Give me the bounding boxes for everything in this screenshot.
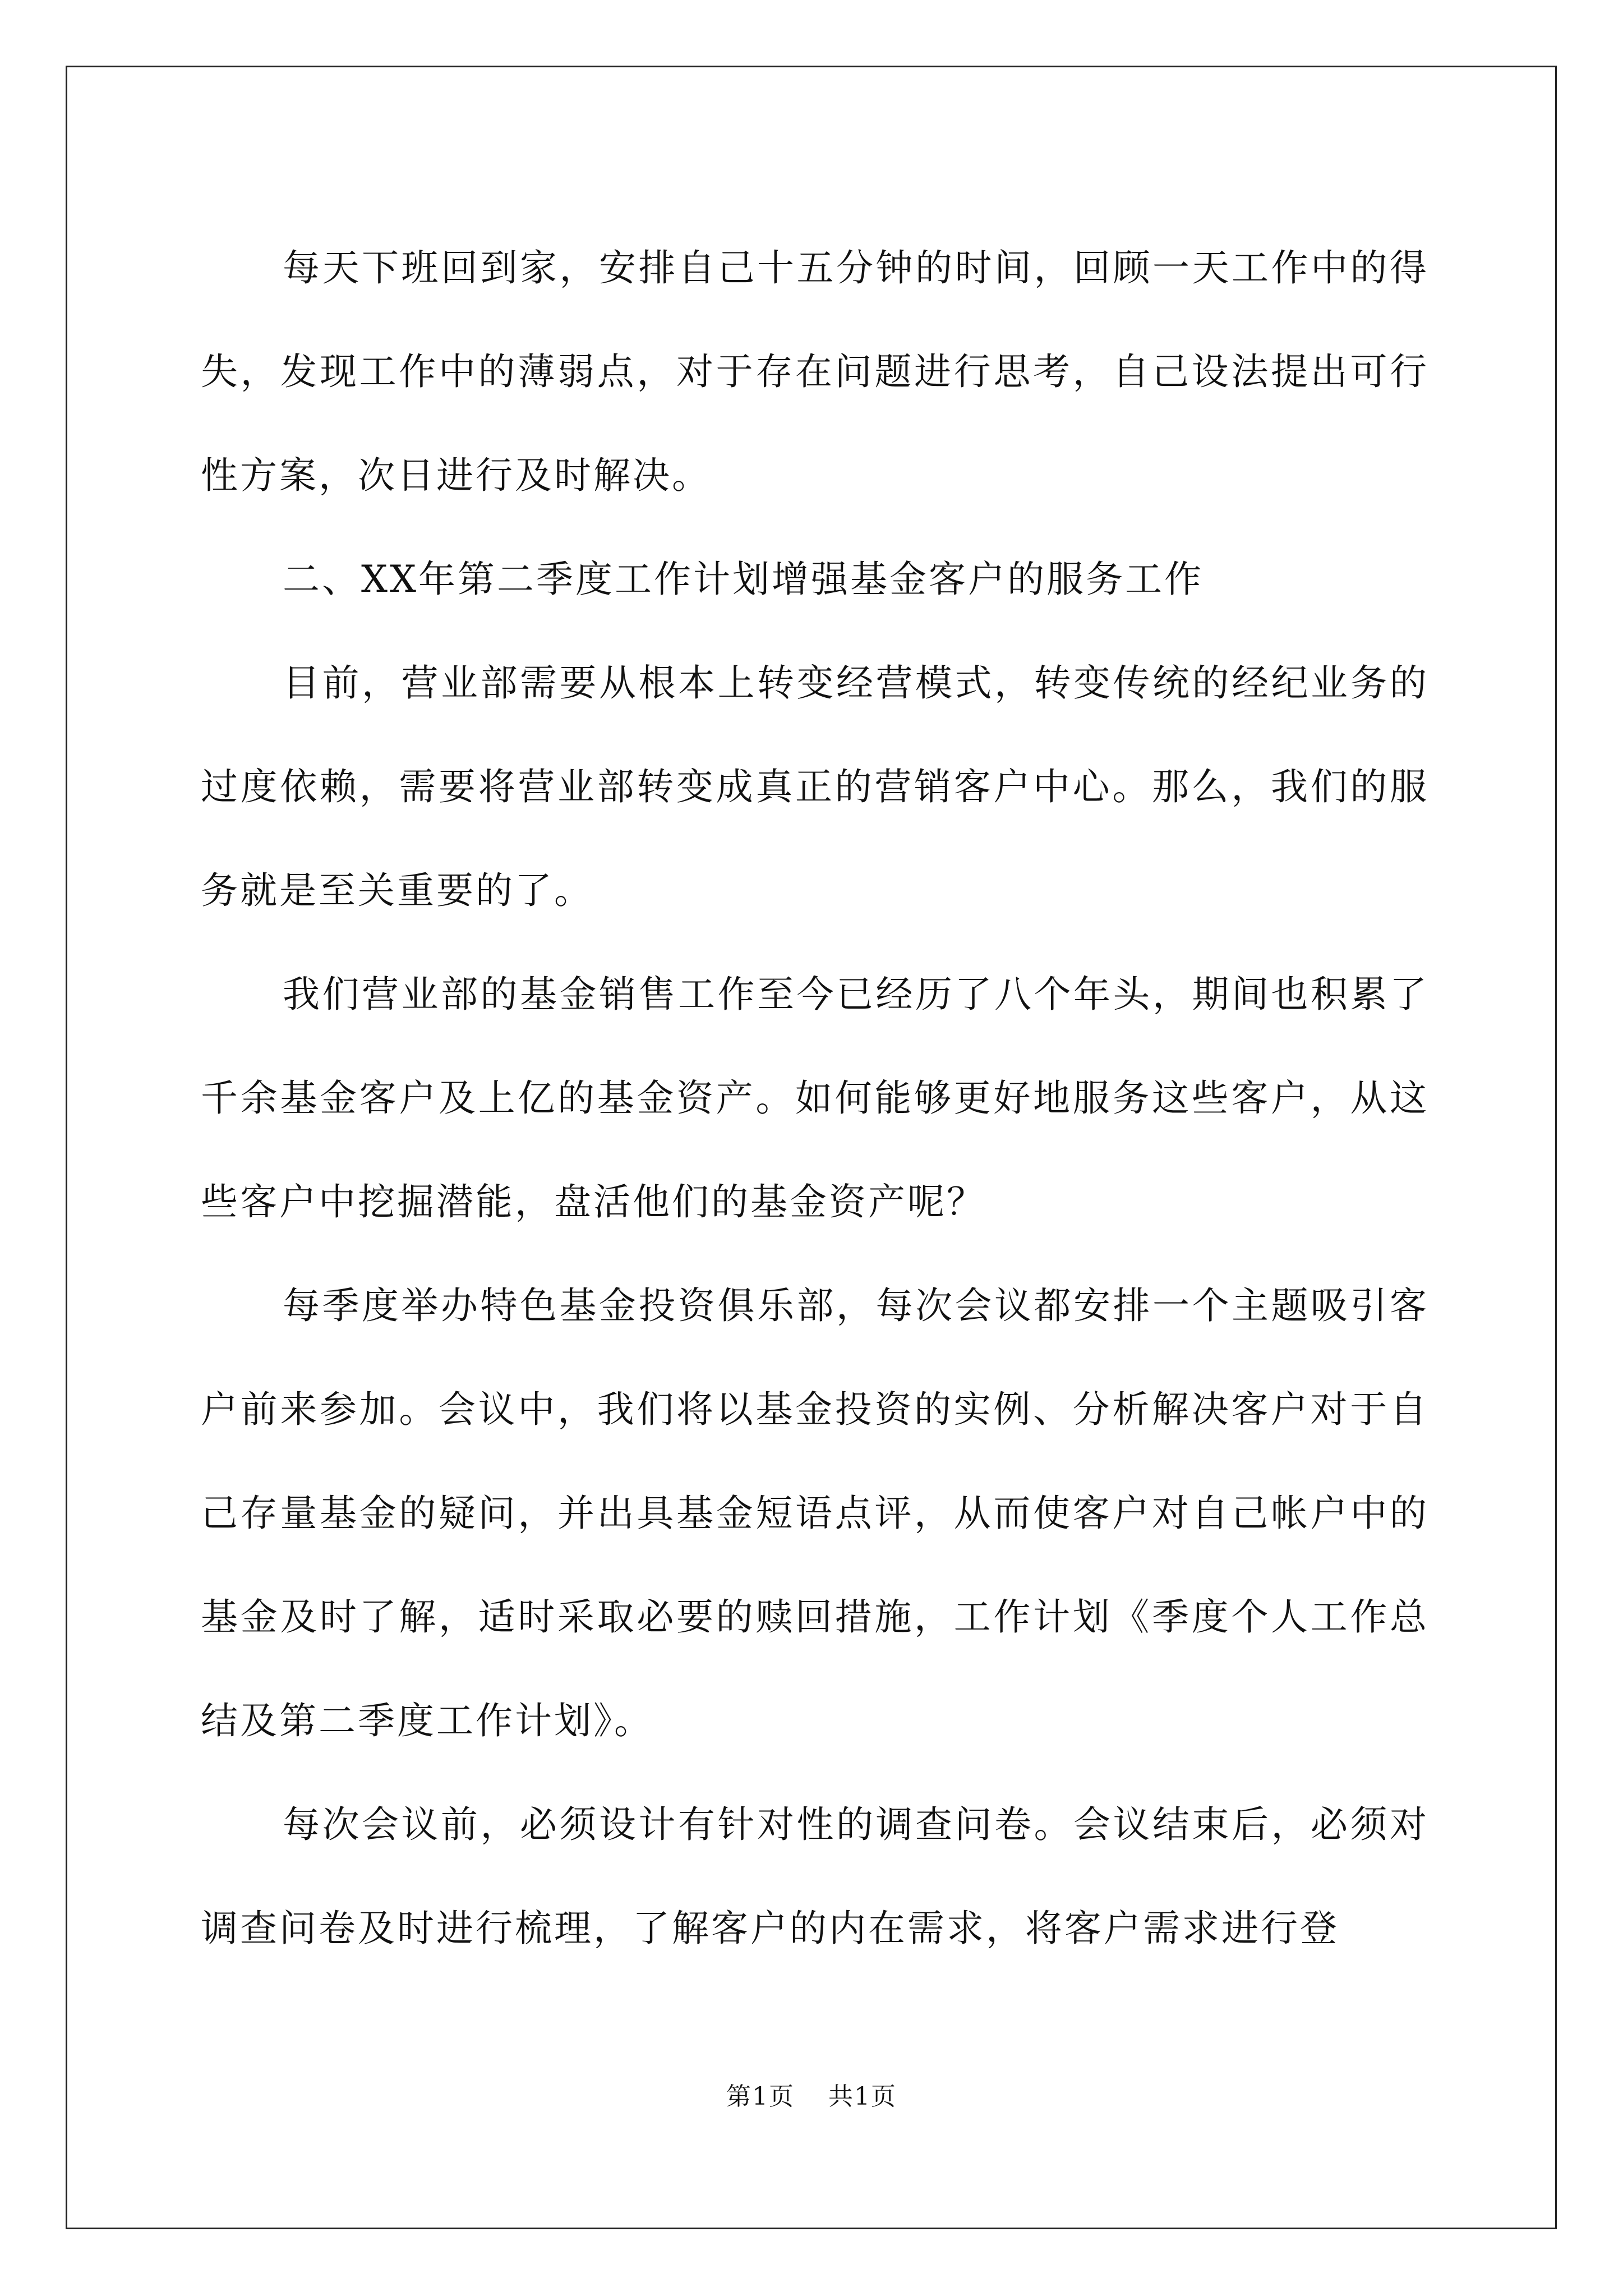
page-number-current: 第1页 [726,2082,795,2111]
paragraph-daily-review: 每天下班回到家，安排自己十五分钟的时间，回顾一天工作中的得失，发现工作中的薄弱点，对于存在问题进行思考，自己设法提出可行性方案，次日进行及时解决。 [201,246,1429,497]
paragraph-investment-club: 每季度举办特色基金投资俱乐部，每次会议都安排一个主题吸引客户前来参加。会议中，我们将以基金投资的实例、分析解决客户对于自己存量基金的疑问，并出具基金短语点评，从而使客户对自己帐户中的基金及时了解，适时采取必要的赎回措施，工作计划《季度个人工作总结及第二季度工作计划》。 [201,1284,1429,1742]
section-heading-q2-plan: 二、XX年第二季度工作计划增强基金客户的服务工作 [283,558,1204,601]
page-number-total: 共1页 [828,2082,897,2111]
page-footer [0,2080,1623,2114]
document-body [201,216,1429,1980]
paragraph-survey: 每次会议前，必须设计有针对性的调查问卷。会议结束后，必须对调查问卷及时进行梳理，了解客户的内在需求，将客户需求进行登 [201,1803,1429,1950]
paragraph-business-transformation: 目前，营业部需要从根本上转变经营模式，转变传统的经纪业务的过度依赖，需要将营业部转变成真正的营销客户中心。那么，我们的服务就是至关重要的了。 [201,661,1429,912]
paragraph-fund-sales-history: 我们营业部的基金销售工作至今已经历了八个年头，期间也积累了千余基金客户及上亿的基金资产。如何能够更好地服务这些客户，从这些客户中挖掘潜能，盘活他们的基金资产呢？ [201,973,1429,1223]
